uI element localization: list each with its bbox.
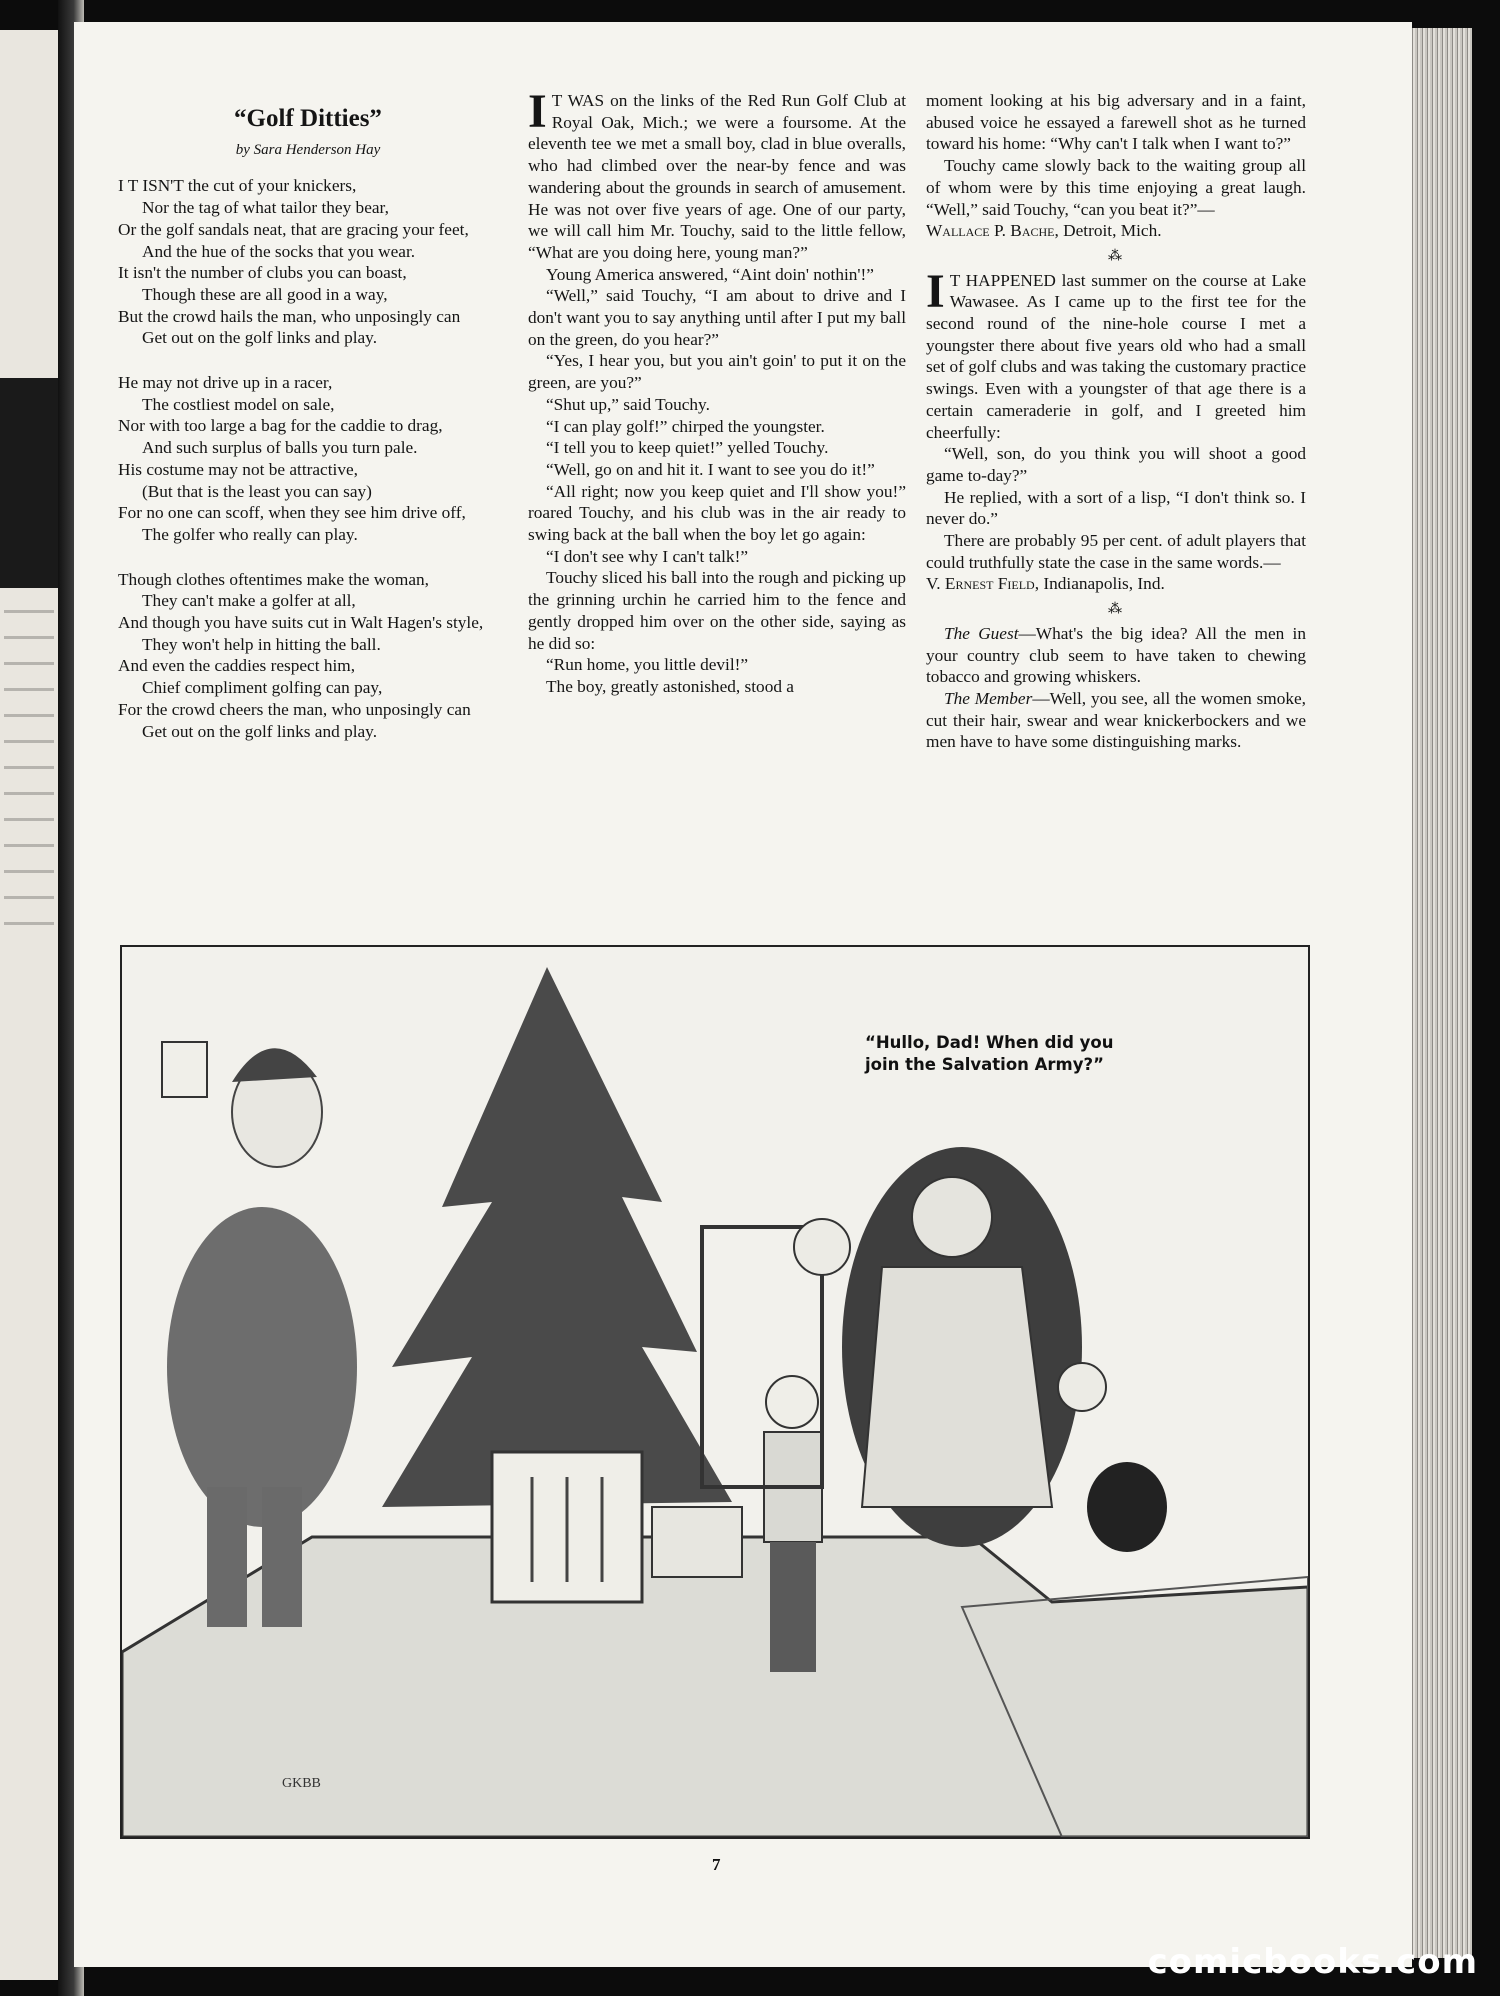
poem-line: The golfer who really can play. xyxy=(142,524,358,544)
poem-line: It isn't the number of clubs you can boast, xyxy=(118,263,407,283)
poem-line: Though clothes oftentimes make the woman, xyxy=(118,569,429,589)
paragraph-text: “Yes, I hear you, but you ain't goin' to put it on the green, are you?” xyxy=(528,351,906,393)
poem-line: Or the golf sandals neat, that are gracing your feet, xyxy=(118,219,469,239)
caption-line-1: “Hullo, Dad! When did you xyxy=(865,1033,1114,1052)
paragraph-text: “Run home, you little devil!” xyxy=(546,655,749,675)
story-paragraph: moment looking at his big adversary and in a faint, abused voice he essayed a farewell shot as he turned toward his home: “Why can't I talk when I want to?” xyxy=(926,91,1306,154)
paragraph-text: “Well, go on and hit it. I want to see you do it!” xyxy=(546,459,875,479)
story-paragraph xyxy=(528,459,906,481)
christmas-tree xyxy=(382,967,732,1507)
story-paragraph xyxy=(528,416,906,438)
poem-stanza xyxy=(118,569,498,743)
story-column-3 xyxy=(926,90,1306,753)
grandmother-dress xyxy=(862,1267,1052,1507)
page-edges xyxy=(1410,28,1472,1958)
paragraph-text: The boy, greatly astonished, stood a xyxy=(546,676,794,696)
joke-member xyxy=(926,688,1306,753)
hat-box xyxy=(1087,1462,1167,1552)
site-watermark: comicbooks.com xyxy=(1147,1942,1478,1982)
story-paragraph xyxy=(528,654,906,676)
gift-box xyxy=(652,1507,742,1577)
poem-byline: by Sara Henderson Hay xyxy=(235,141,381,158)
story-column-2 xyxy=(528,85,906,698)
boy-legs xyxy=(770,1542,816,1672)
paragraph-text: T WAS on the links of the Red Run Golf Club at Royal Oak, Mich.; we were a foursome. At the eleventh tee we met a small boy, clad in blue overalls, who had climbed over the near-by fence and was wandering about the grounds in search of amusement. He was not over five years of age. One of our party, we will call him Mr. Touchy, said to the little fellow, “What are you doing here, young man?” xyxy=(528,91,906,262)
story2-author: V. Ernest Field xyxy=(926,574,1035,594)
poem-line: And though you have suits cut in Walt Hagen's style, xyxy=(118,613,484,633)
story-paragraph xyxy=(926,487,1306,530)
section-ornament: ⁂ xyxy=(1108,248,1124,264)
paragraph-text: “I don't see why I can't talk!” xyxy=(546,546,748,566)
poem-title: “Golf Ditties” xyxy=(234,105,382,132)
grandmother-head xyxy=(912,1177,992,1257)
santa-gift-pack xyxy=(162,1042,207,1097)
santa-coat xyxy=(167,1207,357,1527)
poem-line: They can't make a golfer at all, xyxy=(142,591,356,611)
paragraph-text: Young America answered, “Aint doin' nothin'!” xyxy=(546,264,874,284)
paragraph-text: “Well, son, do you think you will shoot a good game to-day?” xyxy=(926,444,1306,485)
poem-line: Nor the tag of what tailor they bear, xyxy=(142,198,389,218)
poem-line: The costliest model on sale, xyxy=(142,394,335,414)
poem-column xyxy=(118,90,498,765)
story-lake-wawasee xyxy=(926,264,1306,574)
paragraph-text: “Well,” said Touchy, “I am about to drive and I don't want you to say anything until after I put my ball on the green, do you hear?” xyxy=(528,286,906,349)
joke-guest xyxy=(926,623,1306,688)
boy-head xyxy=(766,1376,818,1428)
poem-line: They won't help in hitting the ball. xyxy=(142,634,381,654)
poem-line: His costume may not be attractive, xyxy=(118,459,358,479)
christmas-cartoon xyxy=(120,945,1310,1839)
story-touchy xyxy=(528,85,906,698)
drop-cap: I xyxy=(528,85,547,138)
caption-line-2: join the Salvation Army?” xyxy=(865,1055,1104,1074)
left-page-edge xyxy=(0,30,58,1980)
story-paragraph xyxy=(528,546,906,568)
story-touchy-continued xyxy=(926,90,1306,220)
poem-line: Get out on the golf links and play. xyxy=(142,328,378,348)
poem-line: For no one can scoff, when they see him drive off, xyxy=(118,503,466,523)
poem-line: And even the caddies respect him, xyxy=(118,656,356,676)
seated-boy-head xyxy=(1058,1363,1106,1411)
page-number: 7 xyxy=(712,1855,721,1874)
paragraph-text: “I tell you to keep quiet!” yelled Touchy. xyxy=(546,438,829,458)
poem-line: Get out on the golf links and play. xyxy=(142,721,378,741)
joke-guest-line: —What's the big idea? All the men in your country club seem to have taken to chewing tobacco and growing whiskers. xyxy=(926,623,1307,687)
story-paragraph xyxy=(926,264,1306,444)
story-paragraph xyxy=(528,676,906,698)
poem-body xyxy=(118,175,498,742)
santa-hat xyxy=(232,1048,317,1082)
cartoon-caption xyxy=(865,1032,1195,1076)
story2-signature-line xyxy=(926,573,1306,595)
santa-leg-left xyxy=(207,1487,247,1627)
paragraph-text: “I can play golf!” chirped the youngster. xyxy=(546,416,825,436)
story-paragraph xyxy=(528,437,906,459)
joke-guest-label: The Guest xyxy=(944,623,1019,643)
left-page-text-fragments xyxy=(4,610,54,930)
poem-line: But the crowd hails the man, who unposingly can xyxy=(118,306,461,326)
paragraph-text: He replied, with a sort of a lisp, “I don't think so. I never do.” xyxy=(926,487,1306,529)
left-page-photo xyxy=(0,378,62,588)
paragraph-text: Touchy sliced his ball into the rough and picking up the grinning urchin he carried him to the fence and gently dropped him over on the other side, saying as he did so: xyxy=(528,568,906,653)
paragraph-text: There are probably 95 per cent. of adult players that could truthfully state the case in the same words.— xyxy=(926,531,1306,572)
story-paragraph xyxy=(926,530,1306,573)
poem-line: Nor with too large a bag for the caddie to drag, xyxy=(118,416,443,436)
paragraph-text: T HAPPENED last summer on the course at Lake Wawasee. As I came up to the first tee for the second round of the nine-hole course I met a youngster there about five years old who had a small set of golf clubs and was taking the customary practice swings. Even with a youngster of that age there is a certain cameraderie in golf, and I greeted him cheerfully: xyxy=(926,270,1306,442)
poem-line: For the crowd cheers the man, who unposingly can xyxy=(118,699,471,719)
drop-cap: I xyxy=(926,264,945,318)
poem-line: He may not drive up in a racer, xyxy=(118,373,333,393)
story1-author: Wallace P. Bache xyxy=(926,221,1055,241)
story-paragraph xyxy=(528,264,906,286)
story-paragraph xyxy=(528,85,906,264)
poem-line: (But that is the least you can say) xyxy=(142,481,372,501)
poem-line: Though these are all good in a way, xyxy=(142,284,388,304)
story-paragraph: Touchy came slowly back to the waiting group all of whom were by this time enjoying a great laugh. “Well,” said Touchy, “can you beat it?”— xyxy=(926,156,1306,219)
story2-location: , Indianapolis, Ind. xyxy=(1034,574,1165,594)
poem-line: I T ISN'T the cut of your knickers, xyxy=(118,176,357,196)
story1-signature-line xyxy=(926,220,1306,242)
story-paragraph xyxy=(528,394,906,416)
santa-leg-right xyxy=(262,1487,302,1627)
poem-line: And such surplus of balls you turn pale. xyxy=(142,438,418,458)
cartoon-illustration xyxy=(122,947,1308,1837)
poem-line: And the hue of the socks that you wear. xyxy=(142,241,416,261)
joke-member-line: —Well, you see, all the women smoke, cut their hair, swear and wear knickerbockers and we men have to have some distinguishing marks. xyxy=(926,688,1307,752)
story-paragraph xyxy=(528,350,906,393)
story1-location: , Detroit, Mich. xyxy=(1054,221,1162,241)
poem-line: Chief compliment golfing can pay, xyxy=(142,678,383,698)
story-paragraph xyxy=(528,567,906,654)
section-ornament-2: ⁂ xyxy=(1108,602,1124,618)
paragraph-text: “Shut up,” said Touchy. xyxy=(546,394,710,414)
joke-member-label: The Member xyxy=(944,688,1033,708)
poem-stanza xyxy=(118,175,498,349)
story-paragraph xyxy=(528,481,906,546)
poem-stanza xyxy=(118,372,498,546)
paragraph-text: “All right; now you keep quiet and I'll show you!” roared Touchy, and his club was in the air ready to swing back at the ball when the boy let go again: xyxy=(528,481,906,545)
artist-signature: GKBB xyxy=(282,1776,321,1791)
girl-head xyxy=(794,1219,850,1275)
story-paragraph xyxy=(926,443,1306,486)
story-paragraph xyxy=(528,285,906,350)
